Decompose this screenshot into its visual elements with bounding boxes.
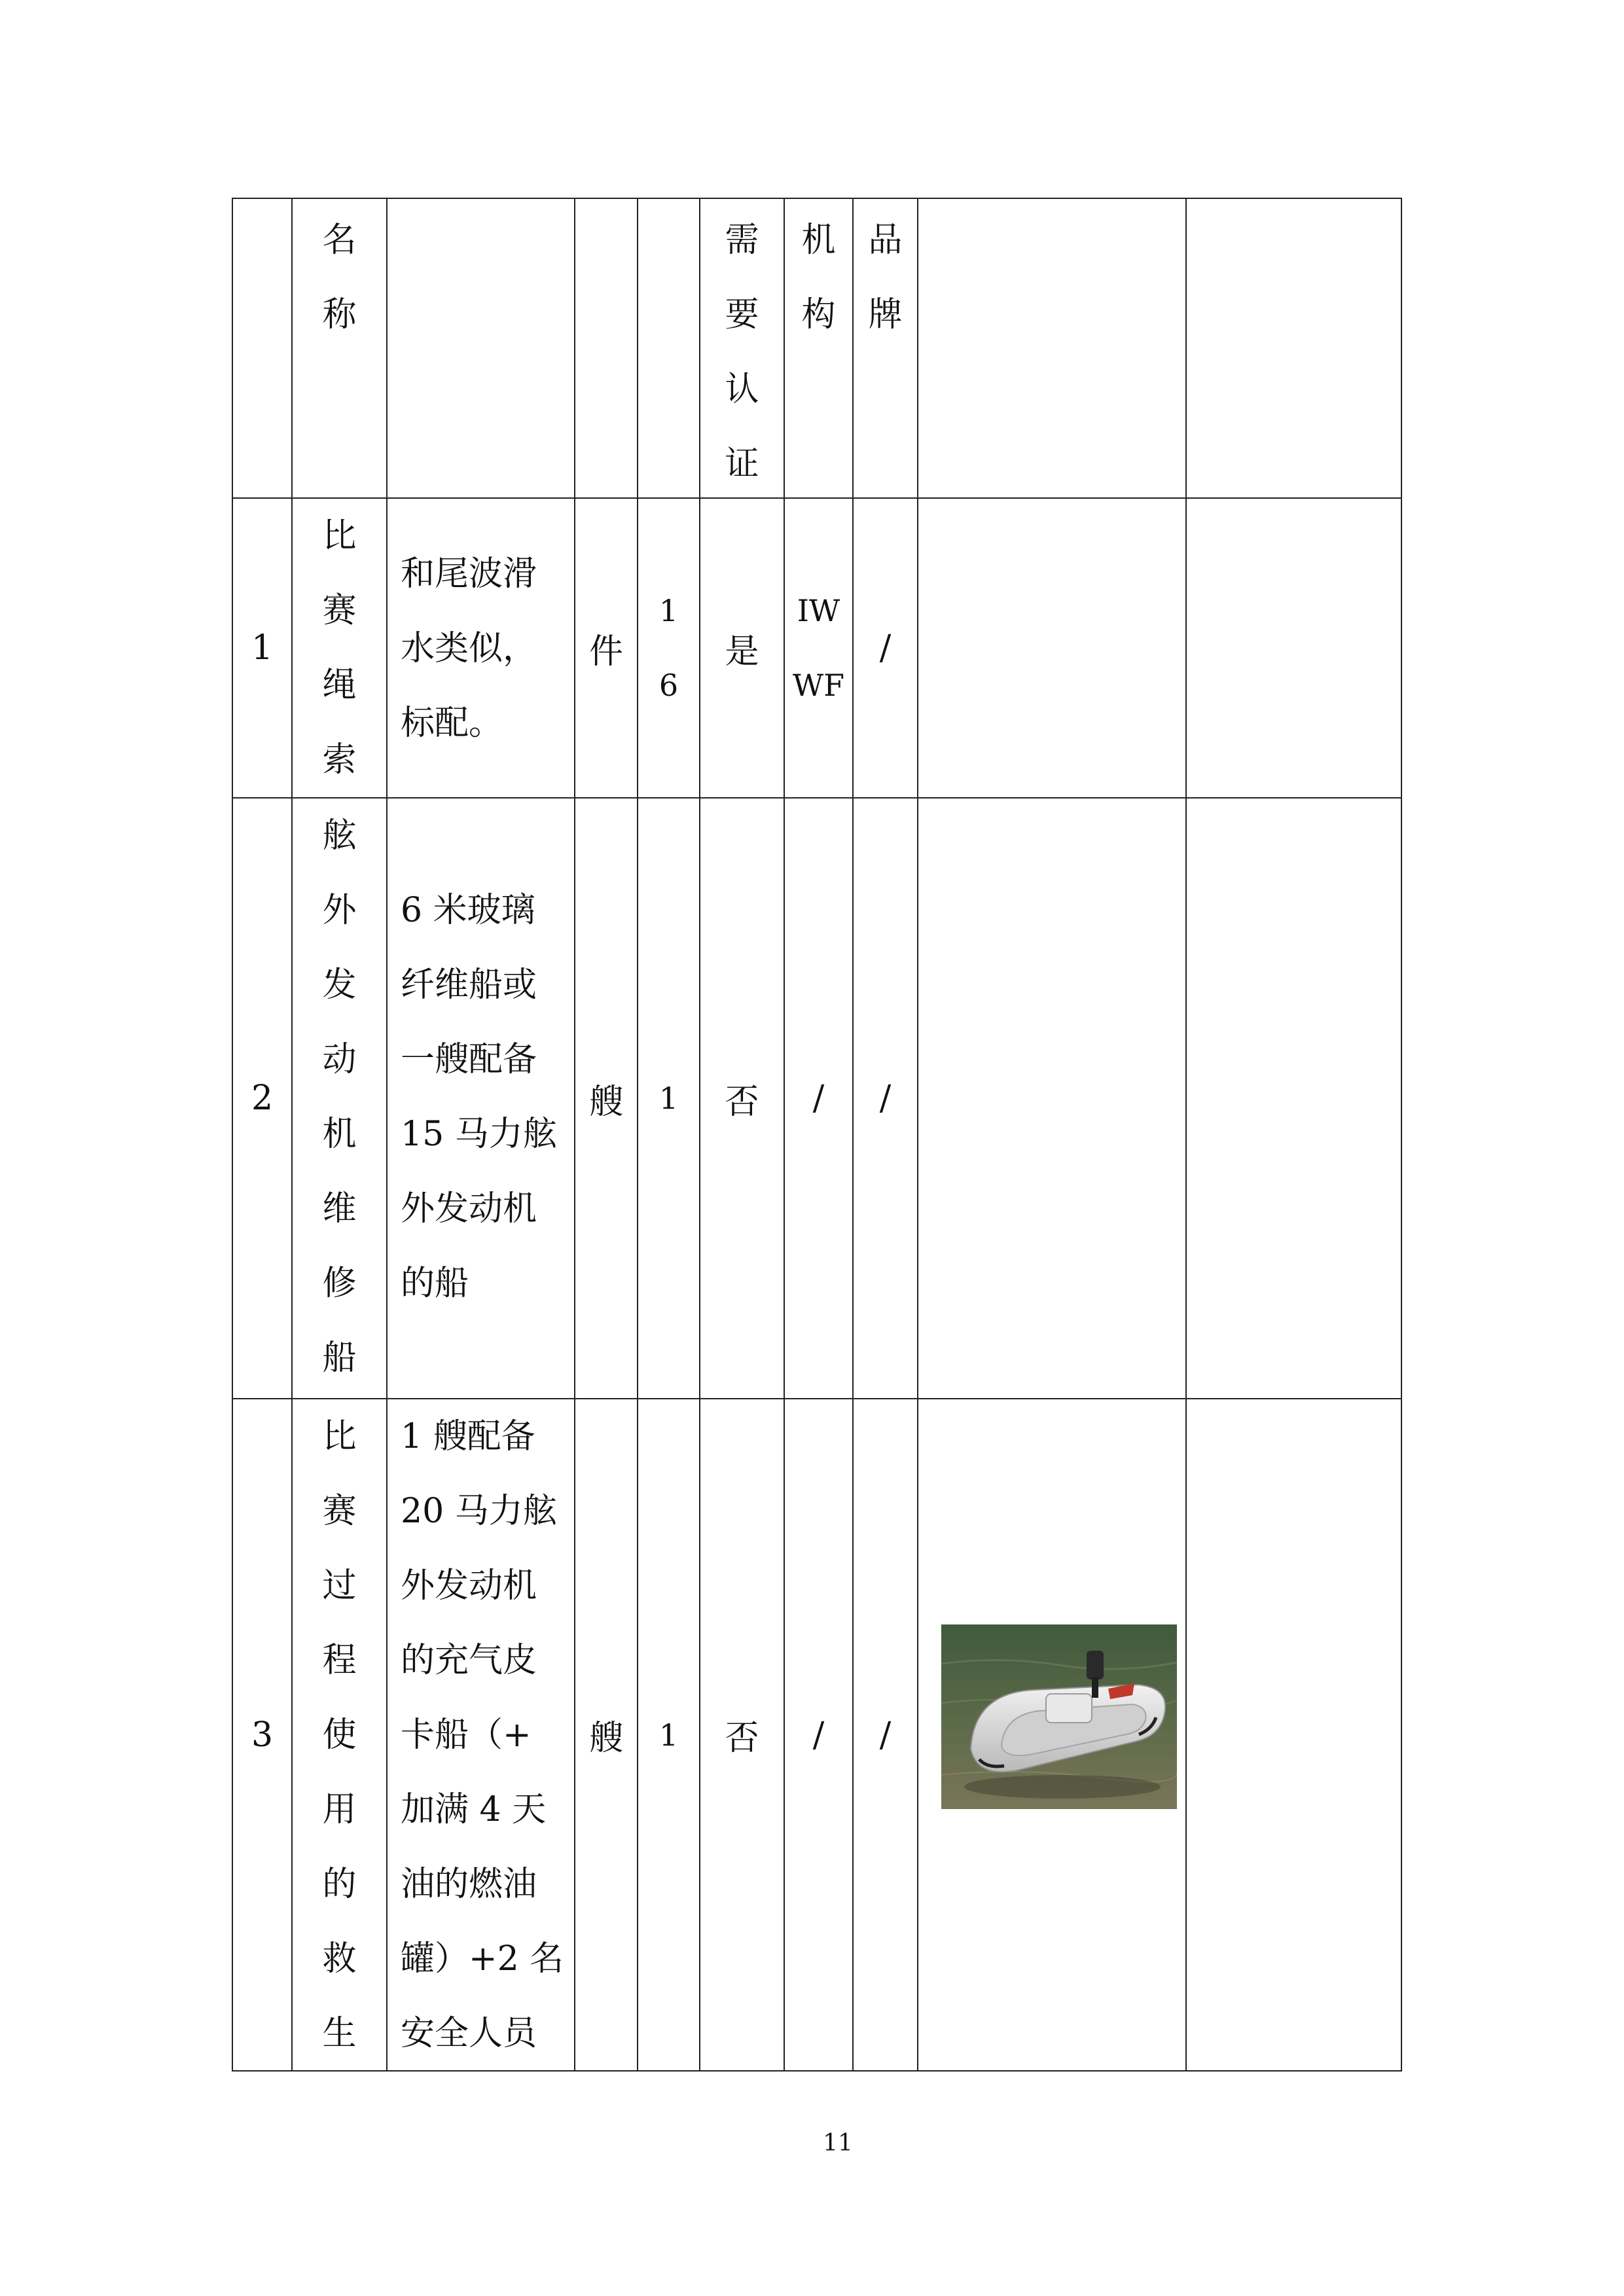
cert-required-value: 否 bbox=[725, 1719, 759, 1758]
name-char: 用 bbox=[322, 1790, 357, 1829]
quantity-char: 1 bbox=[659, 593, 679, 628]
item-quantity: 1 bbox=[659, 1717, 679, 1753]
header-brand bbox=[854, 203, 917, 352]
name-char: 程 bbox=[322, 1641, 357, 1680]
brand-value: / bbox=[879, 1079, 892, 1118]
item-description bbox=[401, 873, 577, 1321]
description-line: 外发动机 bbox=[401, 1566, 537, 1605]
row-number: 1 bbox=[251, 628, 274, 668]
header-char: 认 bbox=[725, 370, 759, 409]
description-line: 15 马力舷 bbox=[401, 1115, 557, 1154]
grid-line bbox=[917, 198, 918, 2072]
boat-seat bbox=[1046, 1694, 1092, 1723]
item-name bbox=[293, 1399, 386, 2071]
item-quantity bbox=[638, 573, 699, 723]
description-line: 一艘配备 bbox=[401, 1040, 537, 1079]
name-char: 舷 bbox=[322, 816, 357, 855]
item-description bbox=[401, 1399, 577, 2071]
header-char: 证 bbox=[725, 444, 759, 484]
name-char: 生 bbox=[322, 2014, 357, 2053]
item-unit: 件 bbox=[588, 632, 623, 672]
description-line: 安全人员 bbox=[401, 2014, 537, 2053]
header-cert-body bbox=[785, 203, 852, 352]
header-char: 要 bbox=[725, 295, 759, 334]
grid-line bbox=[232, 497, 1402, 499]
description-line: 的船 bbox=[401, 1264, 469, 1303]
name-char: 索 bbox=[322, 740, 357, 780]
name-char: 维 bbox=[322, 1189, 357, 1229]
cert-body-value bbox=[785, 573, 852, 723]
header-char: 构 bbox=[801, 295, 836, 334]
cert-body-value: / bbox=[812, 1715, 825, 1755]
name-char: 船 bbox=[322, 1338, 357, 1378]
brand-value: / bbox=[879, 1715, 892, 1755]
header-char: 牌 bbox=[868, 295, 903, 334]
cert-required-value: 否 bbox=[725, 1082, 759, 1122]
row-number: 2 bbox=[251, 1079, 274, 1118]
header-char: 名 bbox=[322, 221, 357, 260]
name-char: 赛 bbox=[322, 591, 357, 630]
description-line: 水类似， bbox=[401, 629, 537, 668]
grid-line bbox=[1401, 198, 1402, 2072]
cert-body-char: IW bbox=[797, 593, 840, 628]
item-description bbox=[401, 537, 577, 761]
description-line: 加满 4 天 bbox=[401, 1790, 547, 1829]
name-char: 过 bbox=[322, 1566, 357, 1605]
item-unit: 艘 bbox=[588, 1719, 623, 1758]
name-char: 机 bbox=[322, 1115, 357, 1154]
description-line: 外发动机 bbox=[401, 1189, 537, 1229]
cert-required-value: 是 bbox=[725, 632, 759, 672]
name-char: 的 bbox=[322, 1865, 357, 1904]
description-line: 和尾波滑 bbox=[401, 554, 537, 594]
item-name bbox=[293, 499, 386, 797]
item-unit: 艘 bbox=[588, 1082, 623, 1122]
name-char: 救 bbox=[322, 1939, 357, 1979]
header-char: 需 bbox=[725, 221, 759, 260]
grid-line bbox=[1185, 198, 1187, 2072]
description-line: 罐）+2 名 bbox=[401, 1939, 564, 1979]
page-number: 11 bbox=[823, 2130, 853, 2157]
description-line: 纤维船或 bbox=[401, 965, 537, 1005]
item-name bbox=[293, 798, 386, 1395]
brand-value: / bbox=[879, 628, 892, 668]
description-line: 6 米玻璃 bbox=[401, 891, 535, 930]
header-char: 机 bbox=[801, 221, 836, 260]
name-char: 修 bbox=[322, 1264, 357, 1303]
description-line: 油的燃油 bbox=[401, 1865, 537, 1904]
name-char: 赛 bbox=[322, 1492, 357, 1531]
row-number: 3 bbox=[251, 1715, 274, 1755]
header-char: 品 bbox=[868, 221, 903, 260]
name-char: 发 bbox=[322, 965, 357, 1005]
item-quantity: 1 bbox=[659, 1081, 679, 1116]
name-char: 动 bbox=[322, 1040, 357, 1079]
boat-photo-svg bbox=[941, 1624, 1177, 1809]
outboard-motor bbox=[1087, 1651, 1104, 1679]
name-char: 使 bbox=[322, 1715, 357, 1755]
name-char: 比 bbox=[322, 1417, 357, 1456]
description-line: 卡船（+ bbox=[401, 1715, 532, 1755]
inflatable-boat-photo bbox=[941, 1624, 1177, 1809]
cert-body-value: / bbox=[812, 1079, 825, 1118]
header-name bbox=[293, 203, 386, 352]
description-line: 的充气皮 bbox=[401, 1641, 537, 1680]
name-char: 比 bbox=[322, 516, 357, 556]
name-char: 绳 bbox=[322, 666, 357, 705]
header-char: 称 bbox=[322, 295, 357, 334]
description-line: 1 艘配备 bbox=[401, 1417, 535, 1456]
grid-line bbox=[232, 198, 1402, 199]
header-cert-required bbox=[700, 203, 784, 501]
quantity-char: 6 bbox=[659, 668, 679, 703]
grid-line bbox=[386, 198, 388, 2072]
name-char: 外 bbox=[322, 891, 357, 930]
description-line: 20 马力舷 bbox=[401, 1492, 557, 1531]
description-line: 标配。 bbox=[401, 704, 503, 743]
cert-body-char: WF bbox=[792, 668, 845, 703]
